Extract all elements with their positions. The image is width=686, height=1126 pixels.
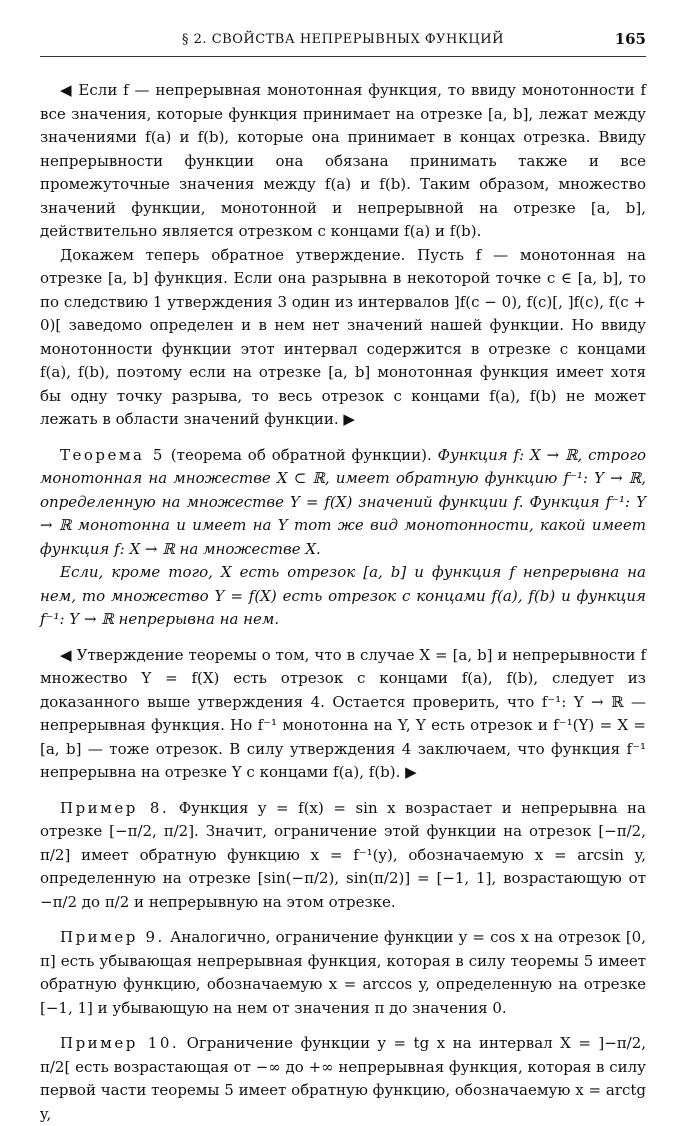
example-8-text: Функция y = f(x) = sin x возрастает и непрерывна на отрезке [−π/2, π/2]. Значит, ограничение этой функции на отрезок [−π/2, π/2] имеет обратную функцию x = f⁻¹(y), обозначаемую x = arcsin y, определенную на отрезке [sin(−π/2), sin(π/2)] = [−1, 1], возрастающую от −π/2 до π/2 и непрерывную на этом отрезке. xyxy=(40,798,646,911)
theorem-note: (теорема об обратной функции). xyxy=(164,445,438,464)
example-9-text: Аналогично, ограничение функции y = cos x на отрезок [0, π] есть убывающая непрерывная функция, которая в силу теоремы 5 имеет обратную функцию, обозначаемую x = arccos y, определенную на отрезке [−1, 1] и убывающую на нем от значения π до значения 0. xyxy=(40,928,646,1017)
example-9-label: Пример 9. xyxy=(60,928,165,946)
example-10 xyxy=(40,1032,646,1126)
page-body xyxy=(40,79,646,1126)
example-8 xyxy=(40,797,646,915)
running-head: § 2. СВОЙСТВА НЕПРЕРЫВНЫХ ФУНКЦИЙ xyxy=(182,32,504,47)
theorem-proof: ◀ Утверждение теоремы о том, что в случае X = [a, b] и непрерывности f множество Y = f(X) есть отрезок с концами f(a), f(b), следует из доказанного выше утверждения 4. Остается проверить, что f⁻¹: Y → ℝ — непрерывная функция. Но f⁻¹ монотонна на Y, Y есть отрезок и f⁻¹(Y) = X = [a, b] — тоже отрезок. В силу утверждения 4 заключаем, что функция f⁻¹ непрерывна на отрезке Y с концами f(a), f(b). ▶ xyxy=(40,645,646,781)
theorem-statement: Функция f: X → ℝ, строго монотонная на множестве X ⊂ ℝ, имеет обратную функцию f⁻¹: Y → ℝ, определенную на множестве Y = f(X) значений функции f. Функция f⁻¹: Y → ℝ монотонна и имеет на Y тот же вид монотонности, какой имеет функция f: X → ℝ на множестве X. xyxy=(40,445,646,558)
page-number: 165 xyxy=(614,30,646,48)
proof-paragraph-2: Докажем теперь обратное утверждение. Пусть f — монотонная на отрезке [a, b] функция. Если она разрывна в некоторой точке c ∈ [a, b], то по следствию 1 утверждения 3 один из интервалов ]f(c − 0), f(c)[, ]f(c), f(c + 0)[ заведомо определен и в нем нет значений нашей функции. Но ввиду монотонности функции этот интервал содержится в отрезке с концами f(a), f(b), поэтому если на отрезке [a, b] монотонная функция имеет хотя бы одну точку разрыва, то весь отрезок с концами f(a), f(b) не может лежать в области значений функции. ▶ xyxy=(40,245,646,428)
theorem-label: Теорема 5 xyxy=(60,445,165,464)
example-10-text: Ограничение функции y = tg x на интервал X = ]−π/2, π/2[ есть возрастающая от −∞ до +∞ непрерывная функция, которая в силу первой части теоремы 5 имеет обратную функцию, обозначаемую x = arctg y, xyxy=(40,1034,647,1123)
example-8-label: Пример 8. xyxy=(60,798,170,817)
proof-paragraph-1: ◀ Если f — непрерывная монотонная функция, то ввиду монотонности f все значения, которые функция принимает на отрезке [a, b], лежат между значениями f(a) и f(b), которые она принимает в концах отрезка. Ввиду непрерывности функции она обязана принимать также и все промежуточные значения между f(a) и f(b). Таким образом, множество значений функции, монотонной и непрерывной на отрезке [a, b], действительно является отрезком с концами f(a) и f(b). xyxy=(40,81,646,240)
page-header xyxy=(40,30,646,57)
example-10-label: Пример 10. xyxy=(60,1034,180,1052)
theorem-statement-continued: Если, кроме того, X есть отрезок [a, b] и функция f непрерывна на нем, то множество Y = f(X) есть отрезок с концами f(a), f(b) и функция f⁻¹: Y → ℝ непрерывна на нем. xyxy=(40,563,646,628)
theorem-5 xyxy=(40,444,646,562)
example-9 xyxy=(40,926,646,1020)
